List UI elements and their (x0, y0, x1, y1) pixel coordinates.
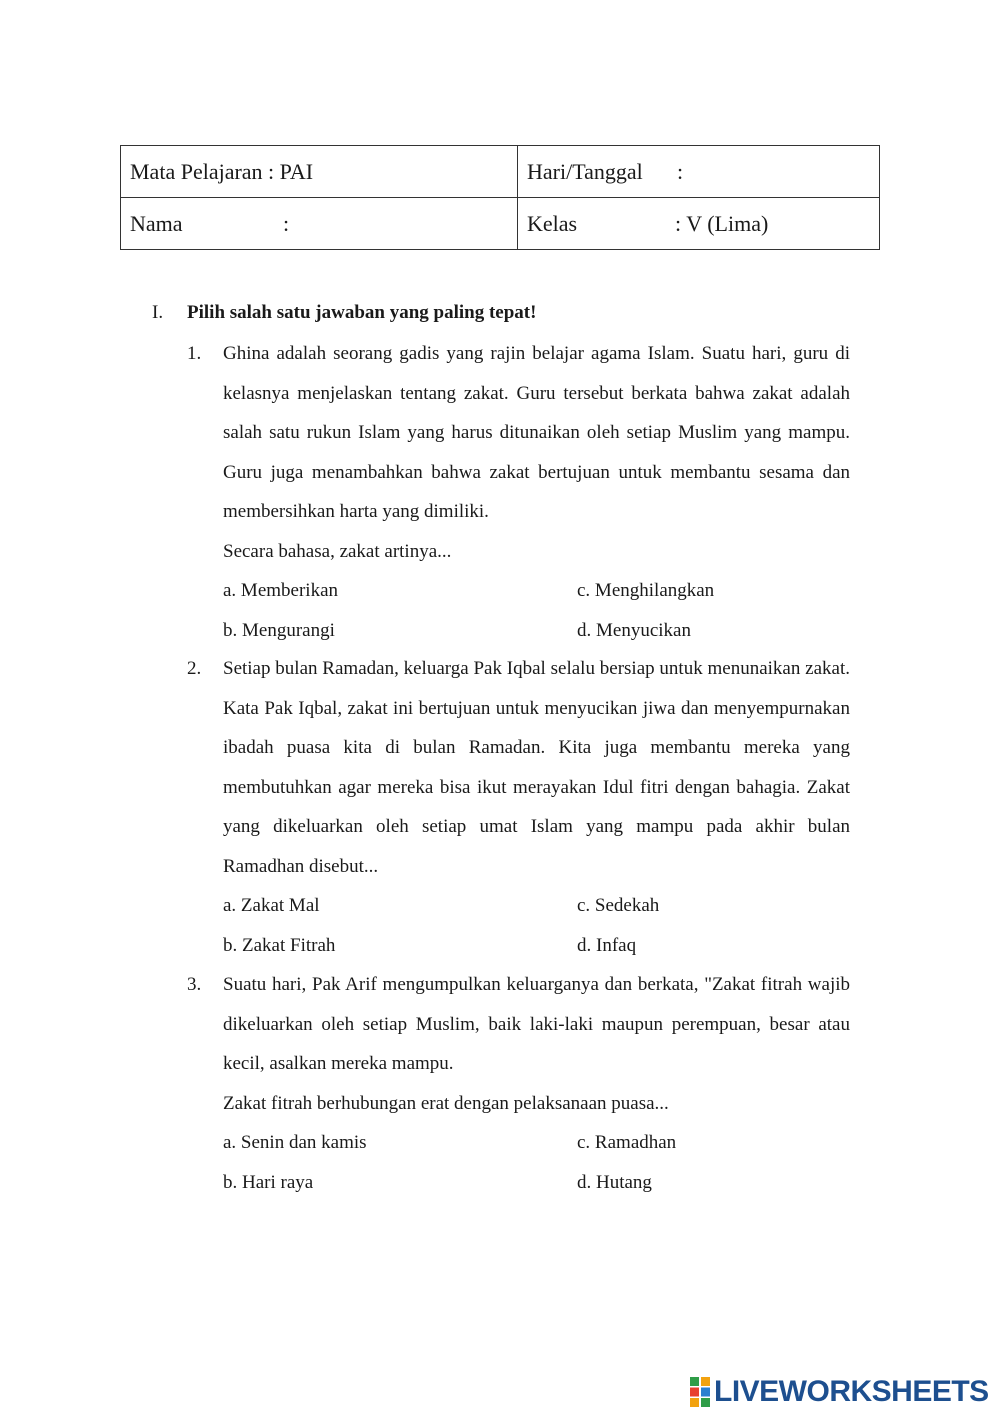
option-c[interactable]: c. Menghilangkan (577, 580, 715, 601)
question-text: Ghina adalah seorang gadis yang rajin belajar agama Islam. Suatu hari, guru di kelasnya menjelaskan tentang zakat. Guru tersebut berkata bahwa zakat adalah salah satu rukun Islam yang harus ditunaikan oleh setiap Muslim yang mampu. Guru juga menambahkan bahwa zakat bertujuan untuk membantu sesama dan membersihkan harta yang dimiliki. (223, 343, 850, 522)
name-colon: : (283, 210, 290, 236)
question-2 (187, 658, 850, 974)
liveworksheets-brand-text: LIVEWORKSHEETS (714, 1375, 989, 1408)
option-a[interactable]: a. Zakat Mal (223, 895, 320, 916)
liveworksheets-logo[interactable] (690, 1374, 989, 1410)
info-row-subject (121, 146, 880, 198)
section-title: Pilih salah satu jawaban yang paling tepat! (187, 302, 537, 323)
option-c[interactable]: c. Sedekah (577, 895, 660, 916)
subject-label: Mata Pelajaran : PAI (130, 158, 314, 184)
option-b[interactable]: b. Hari raya (223, 1172, 314, 1193)
option-a[interactable]: a. Senin dan kamis (223, 1132, 367, 1153)
question-number: 2. (187, 658, 202, 679)
class-value: : V (Lima) (675, 210, 769, 236)
question-1 (187, 343, 850, 659)
option-d[interactable]: d. Hutang (577, 1172, 652, 1193)
date-label: Hari/Tanggal (527, 158, 643, 184)
question-prompt: Zakat fitrah berhubungan erat dengan pelaksanaan puasa... (223, 1092, 669, 1114)
answer-options (223, 895, 850, 974)
option-a[interactable]: a. Memberikan (223, 580, 339, 601)
question-3 (187, 974, 850, 1211)
answer-options (223, 1132, 850, 1211)
question-text: Setiap bulan Ramadan, keluarga Pak Iqbal selalu bersiap untuk menunaikan zakat. Kata Pak Iqbal, zakat ini bertujuan untuk menyucikan jiwa dan menyempurnakan ibadah puasa kita di bulan Ramadan. Kita juga membantu mereka yang membutuhkan agar mereka bisa ikut merayakan Idul fitri dengan bahagia. Zakat yang dikeluarkan oleh setiap umat Islam yang mampu pada akhir bulan Ramadhan disebut... (223, 658, 850, 877)
student-info-table (120, 145, 880, 250)
info-row-name (121, 198, 880, 250)
class-cell (518, 198, 880, 250)
class-label: Kelas (527, 210, 578, 236)
option-c[interactable]: c. Ramadhan (577, 1132, 677, 1153)
answer-options (223, 580, 850, 659)
question-number: 1. (187, 343, 202, 364)
liveworksheets-logo-icon (690, 1377, 710, 1407)
date-cell[interactable] (518, 146, 880, 198)
option-d[interactable]: d. Menyucikan (577, 620, 691, 641)
name-label: Nama (130, 210, 183, 236)
question-prompt: Secara bahasa, zakat artinya... (223, 540, 452, 562)
option-d[interactable]: d. Infaq (577, 935, 637, 956)
question-number: 3. (187, 974, 202, 995)
section-number: I. (152, 302, 164, 323)
name-cell[interactable] (121, 198, 518, 250)
question-text: Suatu hari, Pak Arif mengumpulkan keluarganya dan berkata, "Zakat fitrah wajib dikeluarkan oleh setiap Muslim, baik laki-laki maupun perempuan, besar atau kecil, asalkan mereka mampu. (223, 974, 850, 1074)
date-colon: : (677, 158, 684, 184)
option-b[interactable]: b. Mengurangi (223, 620, 335, 641)
subject-cell (121, 146, 518, 198)
option-b[interactable]: b. Zakat Fitrah (223, 935, 336, 956)
